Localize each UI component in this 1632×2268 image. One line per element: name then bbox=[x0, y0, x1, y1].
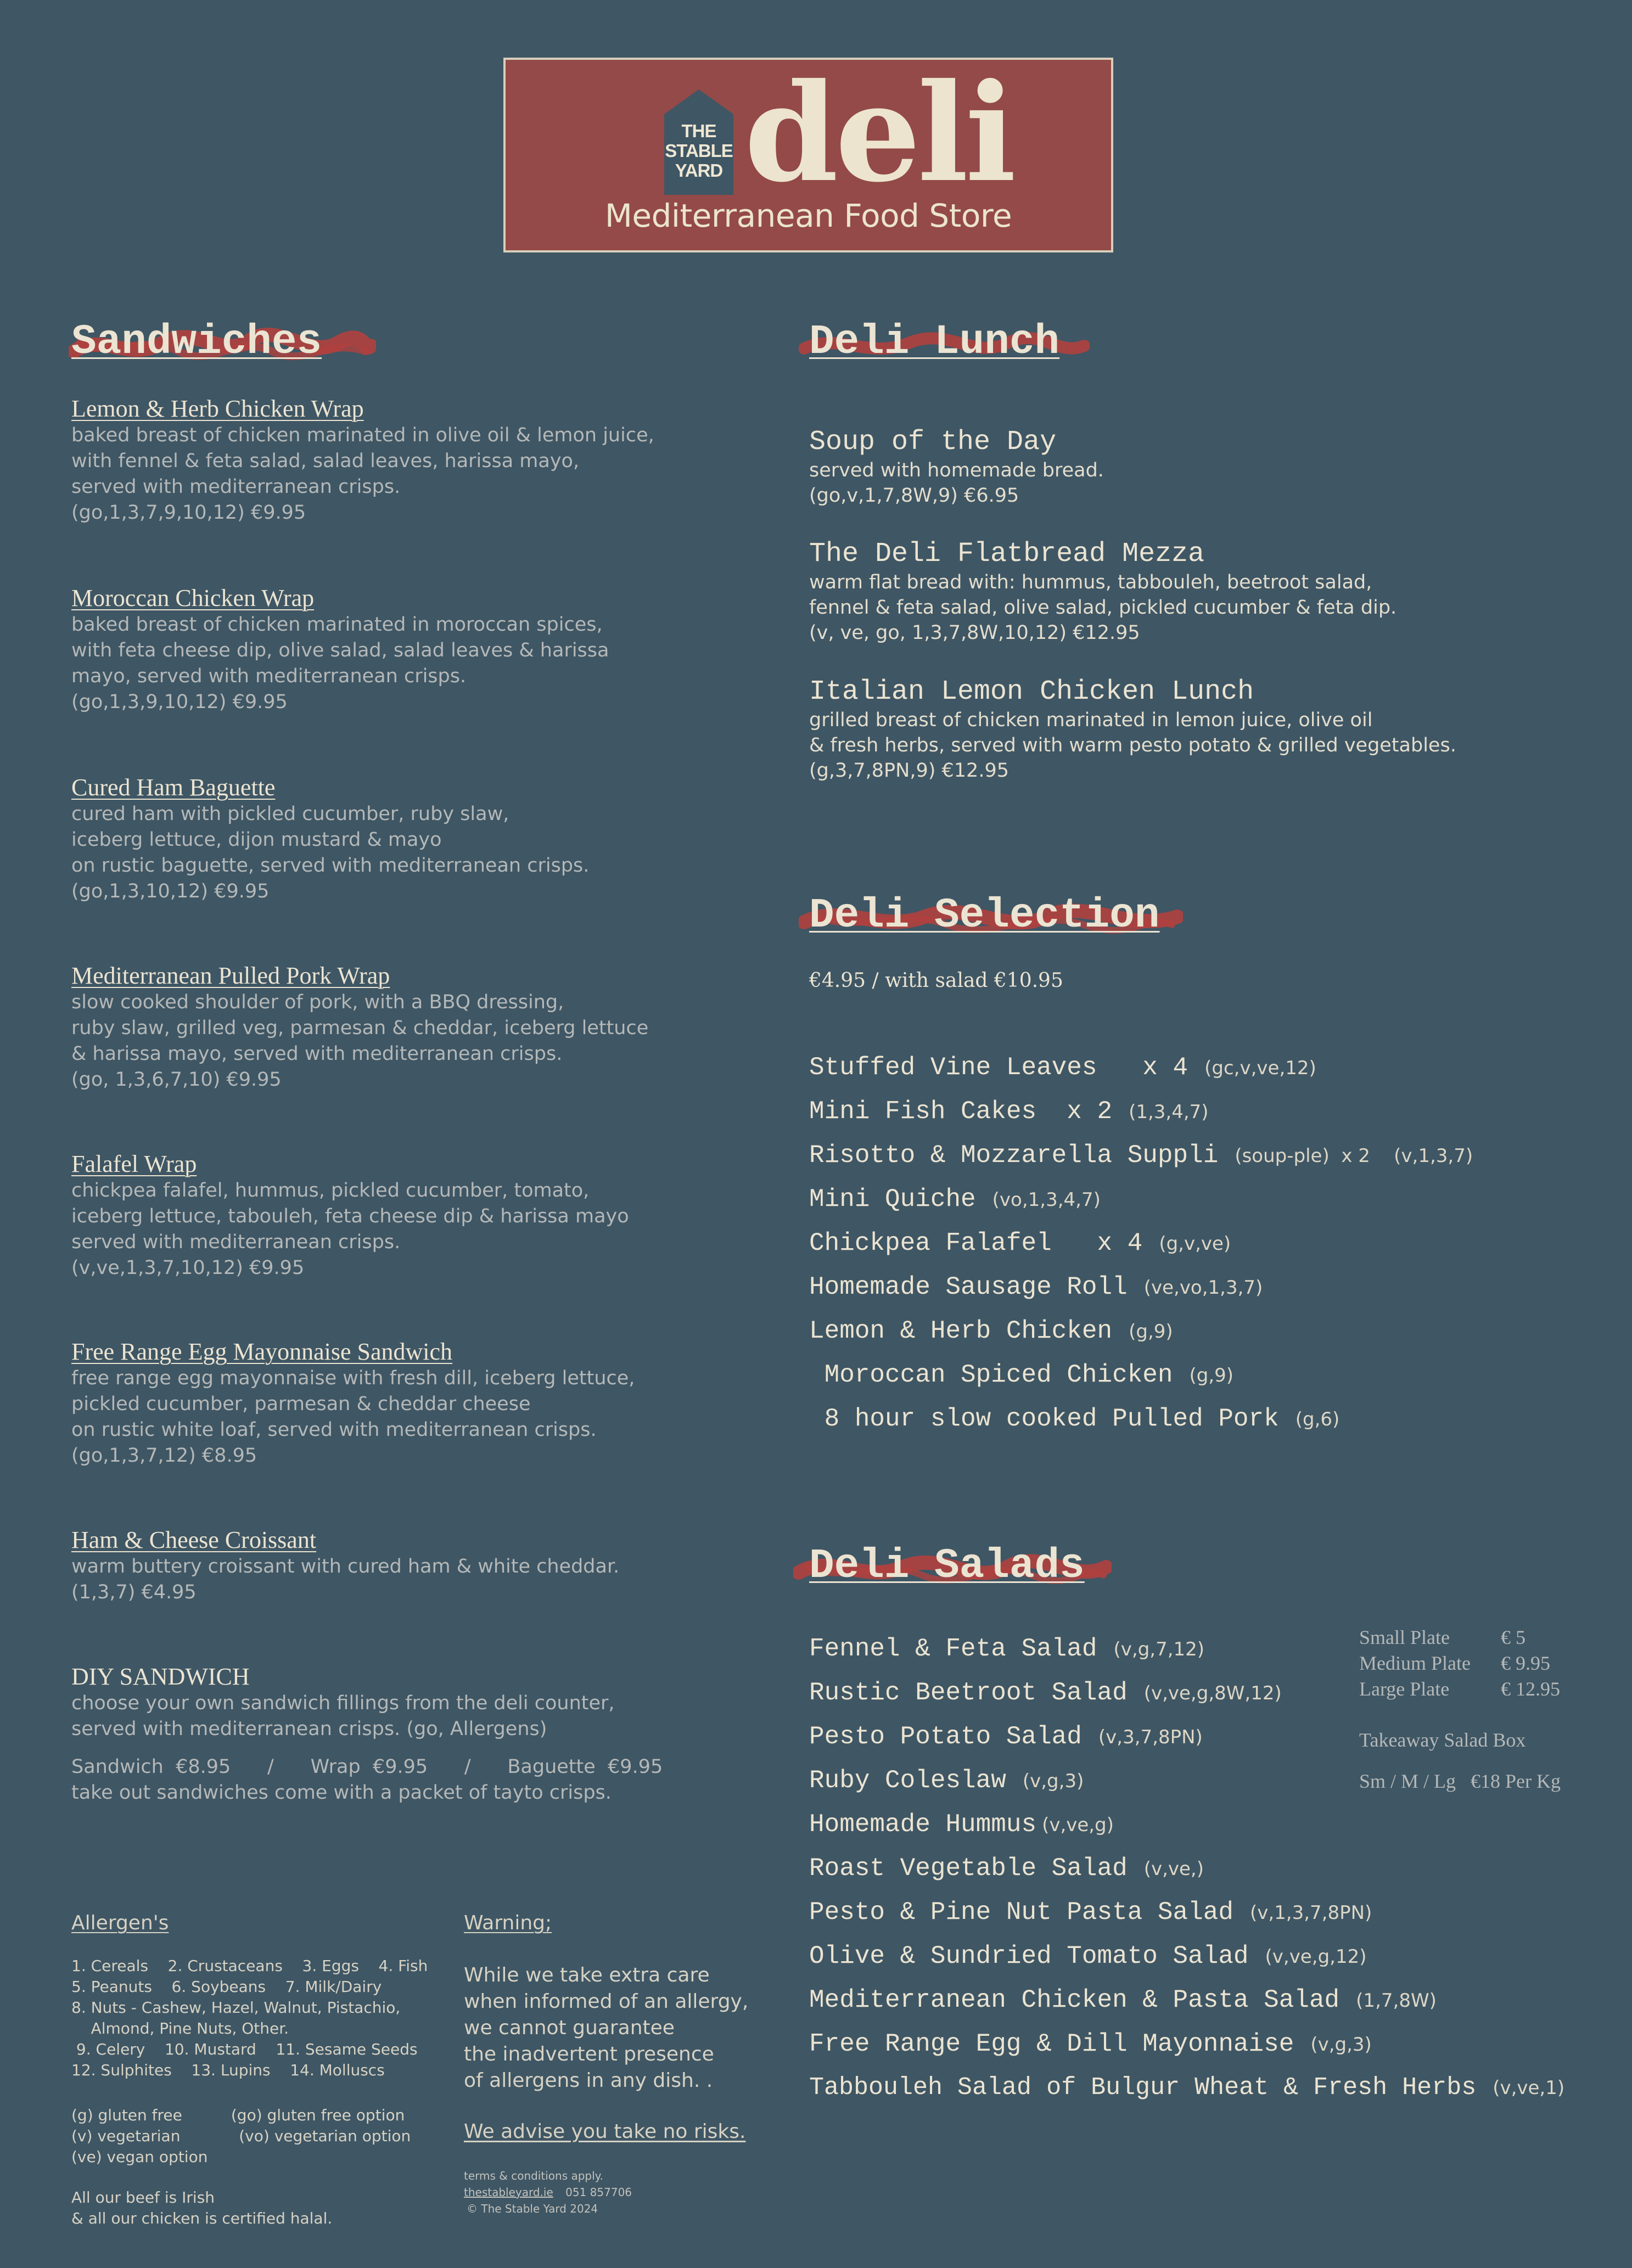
salad-item bbox=[809, 1676, 1282, 1710]
salad-item bbox=[809, 1808, 1114, 1842]
house-logo-text: THE STABLE YARD bbox=[665, 121, 733, 181]
lunch-item bbox=[809, 427, 1600, 508]
selection-item bbox=[809, 1358, 1233, 1392]
dietary-legend: (g) gluten free (go) gluten free option (v) vegetarian (vo) vegetarian option (ve) vegan option bbox=[71, 2106, 411, 2166]
salad-name: Olive & Sundried Tomato Salad bbox=[809, 1942, 1249, 1971]
allergen-code: (1,3,4,7) bbox=[1129, 1101, 1209, 1123]
sandwiches-title: Sandwiches bbox=[71, 318, 322, 366]
lunch-item bbox=[809, 539, 1600, 645]
plate-price bbox=[1359, 1651, 1550, 1676]
selection-item bbox=[809, 1183, 1101, 1216]
allergen-code: (v,ve,) bbox=[1143, 1858, 1204, 1880]
plate-price bbox=[1359, 1676, 1560, 1702]
meat-note: All our beef is Irish & all our chicken is certified halal. bbox=[71, 2188, 333, 2227]
allergen-code: (g,9) bbox=[1189, 1365, 1234, 1386]
salad-name: Pesto & Pine Nut Pasta Salad bbox=[809, 1898, 1233, 1927]
salad-name: Mediterranean Chicken & Pasta Salad bbox=[809, 1986, 1340, 2014]
allergen-code: (g,v,ve) bbox=[1159, 1233, 1231, 1255]
item-description: free range egg mayonnaise with fresh dill, iceberg lettuce, pickled cucumber, parmesan & cheddar cheese on rustic white loaf, served with mediterranean crisps. (go,1,3,7,12) €8.95 bbox=[71, 1367, 635, 1467]
item-description: cured ham with pickled cucumber, ruby slaw, iceberg lettuce, dijon mustard & mayo on rustic baguette, served with mediterranean crisps. (go,1,3,10,12) €9.95 bbox=[71, 803, 590, 902]
item-name: Lemon & Herb Chicken Wrap bbox=[71, 395, 364, 422]
salad-name: Roast Vegetable Salad bbox=[809, 1854, 1128, 1883]
plate-amount: € 9.95 bbox=[1501, 1652, 1550, 1674]
menu-item bbox=[71, 962, 752, 1093]
item-name: Falafel Wrap bbox=[71, 1150, 197, 1177]
salad-item bbox=[809, 1720, 1203, 1754]
salad-name: Fennel & Feta Salad bbox=[809, 1635, 1097, 1663]
allergen-code: (1,7,8W) bbox=[1356, 1990, 1437, 2012]
diy-sandwich bbox=[71, 1663, 752, 1806]
selection-item bbox=[809, 1095, 1209, 1129]
salad-name: Homemade Hummus bbox=[809, 1810, 1037, 1839]
selection-name: Homemade Sausage Roll bbox=[809, 1273, 1128, 1301]
selection-name: Lemon & Herb Chicken bbox=[809, 1317, 1113, 1345]
item-description: baked breast of chicken marinated in moroccan spices, with feta cheese dip, olive salad, salad leaves & harissa mayo, served with mediterranean crisps. (go,1,3,9,10,12) €9.95 bbox=[71, 614, 609, 713]
plate-amount: € 5 bbox=[1501, 1626, 1526, 1648]
allergen-code: (v,ve,g) bbox=[1042, 1814, 1114, 1836]
website-link[interactable]: thestableyard.ie bbox=[464, 2186, 553, 2199]
diy-note: take out sandwiches come with a packet of tayto crisps. bbox=[71, 1782, 612, 1804]
item-name: Moroccan Chicken Wrap bbox=[71, 585, 315, 611]
item-name: Mediterranean Pulled Pork Wrap bbox=[71, 962, 390, 989]
selection-item bbox=[809, 1139, 1473, 1172]
phone-number: 051 857706 bbox=[565, 2186, 632, 2199]
warning-advice: We advise you take no risks. bbox=[464, 2120, 746, 2143]
deli-selection-title: Deli Selection bbox=[809, 892, 1160, 939]
deli-salads-title: Deli Salads bbox=[809, 1542, 1085, 1590]
salad-name: Rustic Beetroot Salad bbox=[809, 1678, 1128, 1707]
lunch-description: served with homemade bread. (go,v,1,7,8W,9) €6.95 bbox=[809, 459, 1104, 507]
allergen-code: (v,3,7,8PN) bbox=[1098, 1726, 1203, 1748]
selection-item bbox=[809, 1402, 1339, 1436]
allergen-code: (vo,1,3,4,7) bbox=[992, 1189, 1101, 1211]
allergen-code: (v,ve,1) bbox=[1493, 2077, 1565, 2099]
lunch-description: grilled breast of chicken marinated in lemon juice, olive oil & fresh herbs, served with warm pesto potato & grilled vegetables. (g,3,7,8PN,9) €12.95 bbox=[809, 709, 1456, 782]
salad-item bbox=[809, 1632, 1204, 1666]
salad-name: Free Range Egg & Dill Mayonnaise bbox=[809, 2030, 1294, 2058]
allergen-code: (v,g,3) bbox=[1310, 2034, 1372, 2056]
takeaway-label: Takeaway Salad Box bbox=[1359, 1729, 1526, 1751]
selection-name: Mini Quiche bbox=[809, 1185, 976, 1214]
diy-prices: Sandwich €8.95 / Wrap €9.95 / Baguette €9.95 bbox=[71, 1756, 663, 1778]
item-name: Free Range Egg Mayonnaise Sandwich bbox=[71, 1338, 453, 1365]
salad-item bbox=[809, 1852, 1204, 1885]
terms-text: terms & conditions apply. bbox=[464, 2169, 604, 2182]
lunch-item bbox=[809, 677, 1600, 783]
deli-lunch-title: Deli Lunch bbox=[809, 318, 1060, 366]
brand-word: deli bbox=[744, 54, 1013, 212]
allergen-code: (v,g,3) bbox=[1022, 1770, 1084, 1792]
lunch-name: Italian Lemon Chicken Lunch bbox=[809, 676, 1254, 708]
allergen-list: 1. Cereals 2. Crustaceans 3. Eggs 4. Fish 5. Peanuts 6. Soybeans 7. Milk/Dairy 8. Nuts - Cashew, Hazel, Walnut, Pistachio, Almond, Pine Nuts, Other. 9. Celery 10. Mustard 11. Sesame Seeds 12. Sulphites 13. Lupins 14. Molluscs bbox=[71, 1957, 428, 2079]
selection-item bbox=[809, 1051, 1316, 1085]
menu-item bbox=[71, 1338, 752, 1469]
selection-price-note: €4.95 / with salad €10.95 bbox=[809, 969, 1063, 992]
plate-amount: € 12.95 bbox=[1501, 1678, 1560, 1700]
allergen-code: (v,ve,g,8W,12) bbox=[1143, 1682, 1282, 1704]
salad-item bbox=[809, 2028, 1372, 2061]
plate-label: Medium Plate bbox=[1359, 1652, 1471, 1674]
menu-item bbox=[71, 395, 752, 526]
salad-name: Ruby Coleslaw bbox=[809, 1766, 1006, 1795]
salad-item bbox=[809, 1764, 1084, 1798]
item-description: warm buttery croissant with cured ham & white cheddar. (1,3,7) €4.95 bbox=[71, 1556, 620, 1603]
selection-name: 8 hour slow cooked Pulled Pork bbox=[809, 1405, 1279, 1433]
item-description: baked breast of chicken marinated in olive oil & lemon juice, with fennel & feta salad, salad leaves, harissa mayo, served with mediterranean crisps. (go,1,3,7,9,10,12) €9.95 bbox=[71, 424, 654, 524]
contact-line bbox=[464, 2185, 632, 2200]
warning-text: While we take extra care when informed of an allergy, we cannot guarantee the inadvertent presence of allergens in any dish. . bbox=[464, 1964, 749, 2092]
allergen-code: (gc,v,ve,12) bbox=[1204, 1057, 1316, 1079]
lunch-name: Soup of the Day bbox=[809, 426, 1057, 458]
deli-logo bbox=[503, 54, 1113, 252]
salad-item bbox=[809, 1984, 1437, 2017]
menu-item bbox=[71, 1150, 752, 1281]
selection-item bbox=[809, 1315, 1173, 1348]
lunch-name: The Deli Flatbread Mezza bbox=[809, 538, 1205, 570]
menu-item bbox=[71, 585, 752, 715]
copyright-text: © The Stable Yard 2024 bbox=[467, 2202, 598, 2215]
selection-name: Moroccan Spiced Chicken bbox=[809, 1361, 1173, 1389]
selection-item bbox=[809, 1227, 1231, 1260]
selection-name: Risotto & Mozzarella Suppli bbox=[809, 1141, 1219, 1170]
item-name: Ham & Cheese Croissant bbox=[71, 1526, 317, 1553]
plate-label: Small Plate bbox=[1359, 1626, 1450, 1648]
selection-name: Mini Fish Cakes x 2 bbox=[809, 1097, 1113, 1126]
plate-label: Large Plate bbox=[1359, 1678, 1450, 1700]
allergen-code: (v,ve,g,12) bbox=[1265, 1946, 1367, 1968]
diy-title: DIY SANDWICH bbox=[71, 1663, 250, 1690]
allergens-title: Allergen's bbox=[71, 1912, 169, 1934]
lunch-description: warm flat bread with: hummus, tabbouleh, beetroot salad, fennel & feta salad, olive salad, pickled cucumber & feta dip. (v, ve, go, 1,3,7,8W,10,12) €12.95 bbox=[809, 571, 1397, 644]
salad-name: Pesto Potato Salad bbox=[809, 1722, 1082, 1751]
selection-name: Stuffed Vine Leaves x 4 bbox=[809, 1053, 1188, 1082]
menu-item bbox=[71, 1526, 752, 1605]
allergen-code: (soup-ple) x 2 (v,1,3,7) bbox=[1235, 1145, 1473, 1167]
salad-name: Tabbouleh Salad of Bulgur Wheat & Fresh Herbs bbox=[809, 2074, 1477, 2102]
warning-title: Warning; bbox=[464, 1912, 552, 1934]
item-name: Cured Ham Baguette bbox=[71, 774, 276, 801]
salad-item bbox=[809, 2071, 1564, 2104]
plate-price bbox=[1359, 1625, 1526, 1651]
salad-item bbox=[809, 1940, 1367, 1973]
selection-name: Chickpea Falafel x 4 bbox=[809, 1229, 1143, 1257]
selection-item bbox=[809, 1271, 1263, 1304]
takeaway-sizes: Sm / M / Lg €18 Per Kg bbox=[1359, 1770, 1561, 1792]
menu-item bbox=[71, 774, 752, 905]
allergen-code: (ve,vo,1,3,7) bbox=[1143, 1277, 1263, 1299]
allergen-code: (g,6) bbox=[1295, 1408, 1340, 1430]
allergen-code: (v,1,3,7,8PN) bbox=[1249, 1902, 1372, 1924]
allergen-code: (g,9) bbox=[1129, 1321, 1173, 1343]
salad-item bbox=[809, 1896, 1372, 1929]
allergen-code: (v,g,7,12) bbox=[1113, 1638, 1205, 1660]
diy-description: choose your own sandwich fillings from the deli counter, served with mediterranean crisps. (go, Allergens) bbox=[71, 1692, 615, 1740]
brand-tagline: Mediterranean Food Store bbox=[604, 197, 1012, 234]
item-description: slow cooked shoulder of pork, with a BBQ dressing, ruby slaw, grilled veg, parmesan & cheddar, iceberg lettuce & harissa mayo, served with mediterranean crisps. (go, 1,3,6,7,10) €9.95 bbox=[71, 991, 649, 1091]
item-description: chickpea falafel, hummus, pickled cucumber, tomato, iceberg lettuce, tabouleh, feta cheese dip & harissa mayo served with mediterranean crisps. (v,ve,1,3,7,10,12) €9.95 bbox=[71, 1180, 629, 1279]
